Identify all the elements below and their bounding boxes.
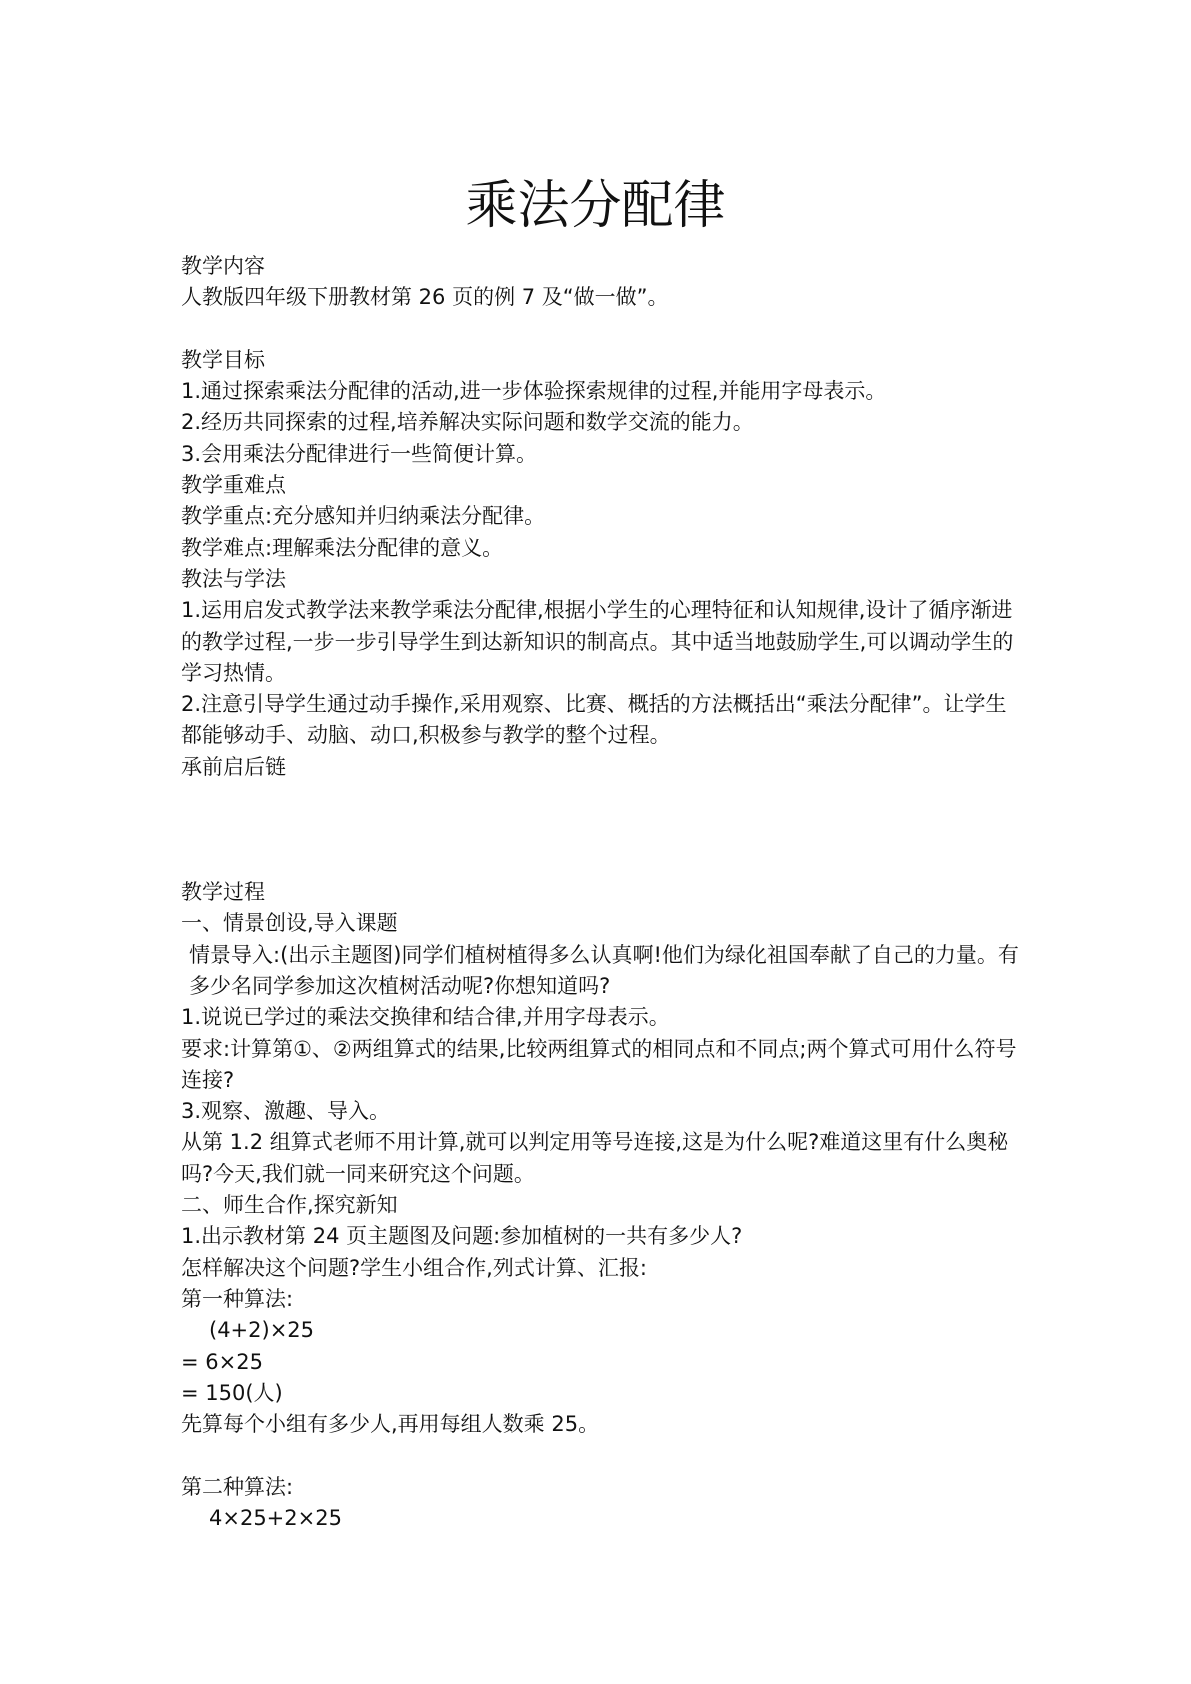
paragraph: 要求:计算第①、②两组算式的结果,比较两组算式的相同点和不同点;两个算式可用什么符号连接? — [181, 1036, 1017, 1092]
method-heading: 第一种算法: — [181, 1286, 294, 1311]
list-item: 1.说说已学过的乘法交换律和结合律,并用字母表示。 — [181, 1005, 670, 1030]
subsection-heading: 二、师生合作,探究新知 — [181, 1193, 398, 1218]
list-item: 3.观察、激趣、导入。 — [181, 1099, 391, 1124]
paragraph: 情景导入:(出示主题图)同学们植树植得多么认真啊!他们为绿化祖国奉献了自己的力量。有多少名同学参加这次植树活动呢?你想知道吗? — [189, 942, 1019, 998]
page-title: 乘法分配律 — [465, 176, 726, 236]
calculation-line: = 6×25 — [181, 1349, 263, 1374]
list-item: 1.通过探索乘法分配律的活动,进一步体验探索规律的过程,并能用字母表示。 — [181, 379, 887, 404]
calculation-line: = 150(人) — [181, 1380, 283, 1405]
calculation-line: (4+2)×25 — [209, 1318, 315, 1343]
list-item: 2.注意引导学生通过动手操作,采用观察、比赛、概括的方法概括出“乘法分配律”。让学生都能够动手、动脑、动口,积极参与教学的整个过程。 — [181, 692, 1007, 748]
section-heading-goals: 教学目标 — [181, 347, 265, 372]
section-heading-process: 教学过程 — [181, 880, 265, 905]
calculation-line: 4×25+2×25 — [209, 1505, 342, 1530]
paragraph: 从第 1.2 组算式老师不用计算,就可以判定用等号连接,这是为什么呢?难道这里有什么奥秘吗?今天,我们就一同来研究这个问题。 — [181, 1130, 1009, 1186]
blank-area — [181, 783, 1021, 877]
subsection-heading: 一、情景创设,导入课题 — [181, 911, 398, 936]
blank-line — [181, 314, 1021, 345]
paragraph: 教学难点:理解乘法分配律的意义。 — [181, 535, 504, 560]
paragraph: 怎样解决这个问题?学生小组合作,列式计算、汇报: — [181, 1255, 647, 1280]
blank-line — [181, 1440, 1021, 1471]
paragraph: 先算每个小组有多少人,再用每组人数乘 25。 — [181, 1412, 600, 1437]
section-heading-link: 承前启后链 — [181, 754, 286, 779]
section-heading-content: 教学内容 — [181, 254, 265, 278]
paragraph: 人教版四年级下册教材第 26 页的例 7 及“做一做”。 — [181, 285, 669, 310]
list-item: 3.会用乘法分配律进行一些简便计算。 — [181, 441, 538, 466]
paragraph: 教学重点:充分感知并归纳乘法分配律。 — [181, 504, 546, 529]
list-item: 2.经历共同探索的过程,培养解决实际问题和数学交流的能力。 — [181, 410, 754, 435]
list-item: 1.出示教材第 24 页主题图及问题:参加植树的一共有多少人? — [181, 1224, 743, 1249]
list-item: 1.运用启发式教学法来教学乘法分配律,根据小学生的心理特征和认知规律,设计了循序渐进的教学过程,一步一步引导学生到达新知识的制高点。其中适当地鼓励学生,可以调动学生的学习热情。 — [181, 598, 1014, 685]
section-heading-key-points: 教学重难点 — [181, 473, 286, 498]
section-heading-methods: 教法与学法 — [181, 566, 286, 591]
document-body — [181, 251, 1021, 1534]
method-heading: 第二种算法: — [181, 1474, 294, 1499]
